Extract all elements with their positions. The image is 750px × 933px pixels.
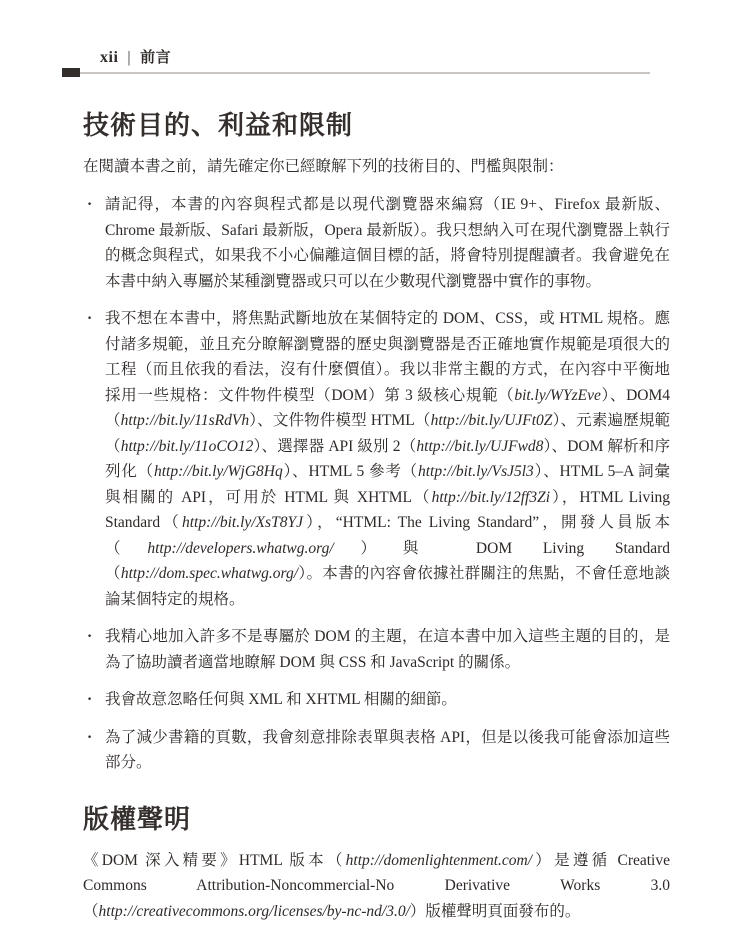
section-technical-goals xyxy=(83,108,670,776)
bullet-list xyxy=(83,192,670,776)
bullet-text: 我不想在本書中，將焦點武斷地放在某個特定的 DOM、CSS，或 HTML 規格。應付諸多規範，並且充分瞭解瀏覽器的歷史與瀏覽器是否正確地實作規範是項很大的工程（而且依我的看法，沒有什麼價值）。我以非常主觀的方式，在內容中平衡地採用一些規格：文件物件模型（DOM）第 3 級核心規範（bit.ly/WYzEve）、DOM4（http://bit.ly/11sRdVh）、文件物件模型 HTML（http://bit.ly/UJFt0Z）、元素遍歷規範（http://bit.ly/11oCO12）、選擇器 API 級別 2（http://bit.ly/UJFwd8）、DOM 解析和序列化（http://bit.ly/WjG8Hq）、HTML 5 參考（http://bit.ly/VsJ5l3）、HTML 5–A 詞彙與相關的 API，可用於 HTML 與 XHTML（http://bit.ly/12ff3Zi），HTML Living Standard（http://bit.ly/XsT8YJ），“HTML: The Living Standard”，開發人員版本（http://developers.whatwg.org/）與 DOM Living Standard（http://dom.spec.whatwg.org/）。本書的內容會依據社群關注的焦點，不會任意地談論某個特定的規格。 xyxy=(105,310,671,608)
running-head-title: 前言 xyxy=(140,49,172,66)
bullet-marker: · xyxy=(87,196,93,213)
section-intro: 在閱讀本書之前，請先確定你已經瞭解下列的技術目的、門檻與限制： xyxy=(83,158,564,175)
bullet-text: 為了減少書籍的頁數，我會刻意排除表單與表格 API，但是以後我可能會添加這些部分。 xyxy=(105,728,670,771)
bullet-marker: · xyxy=(87,628,93,645)
bullet-text: 請記得，本書的內容與程式都是以現代瀏覽器來編寫（IE 9+、Firefox 最新版、Chrome 最新版、Safari 最新版，Opera 最新版）。我只想納入可在現代瀏覽器上執行的概念與程式，如果我不小心偏離這個目標的話，將會特別提醒讀者。我會避免在本書中納入專屬於某種瀏覽器或只可以在少數現代瀏覽器中實作的事物。 xyxy=(105,196,670,290)
header-rule-square xyxy=(62,68,80,77)
copyright-paragraph: 《DOM 深入精要》HTML 版本（http://domenlightenment.com/）是遵循 Creative Commons Attribution-Noncommercial-No Derivative Works 3.0 （http://creativecommons.org/licenses/by-nc-nd/3.0/）版權聲明頁面發布的。 xyxy=(83,851,670,920)
page-number: xii xyxy=(100,49,119,66)
running-head-separator: | xyxy=(127,49,132,66)
bullet-text: 我精心地加入許多不是專屬於 DOM 的主題，在這本書中加入這些主題的目的，是為了協助讀者適當地瞭解 DOM 與 CSS 和 JavaScript 的關係。 xyxy=(105,628,670,671)
bullet-marker: · xyxy=(87,728,93,746)
bullet-item-browsers xyxy=(83,192,670,294)
running-head xyxy=(62,46,650,74)
section-heading-technical: 技術目的、利益和限制 xyxy=(83,110,354,140)
section-heading-copyright: 版權聲明 xyxy=(83,803,192,834)
bullet-item-non-dom-topics xyxy=(83,624,670,675)
header-rule xyxy=(62,72,650,74)
bullet-text: 我會故意忽略任何與 XML 和 XHTML 相關的細節。 xyxy=(105,691,457,708)
bullet-item-xml-xhtml xyxy=(83,687,670,713)
section-copyright xyxy=(83,802,670,925)
bullet-marker: · xyxy=(87,310,93,327)
bullet-marker: · xyxy=(87,691,93,708)
bullet-item-forms-tables xyxy=(83,725,670,776)
running-head-text xyxy=(62,46,650,67)
page-body xyxy=(83,108,670,924)
bullet-item-specifications xyxy=(83,306,670,612)
